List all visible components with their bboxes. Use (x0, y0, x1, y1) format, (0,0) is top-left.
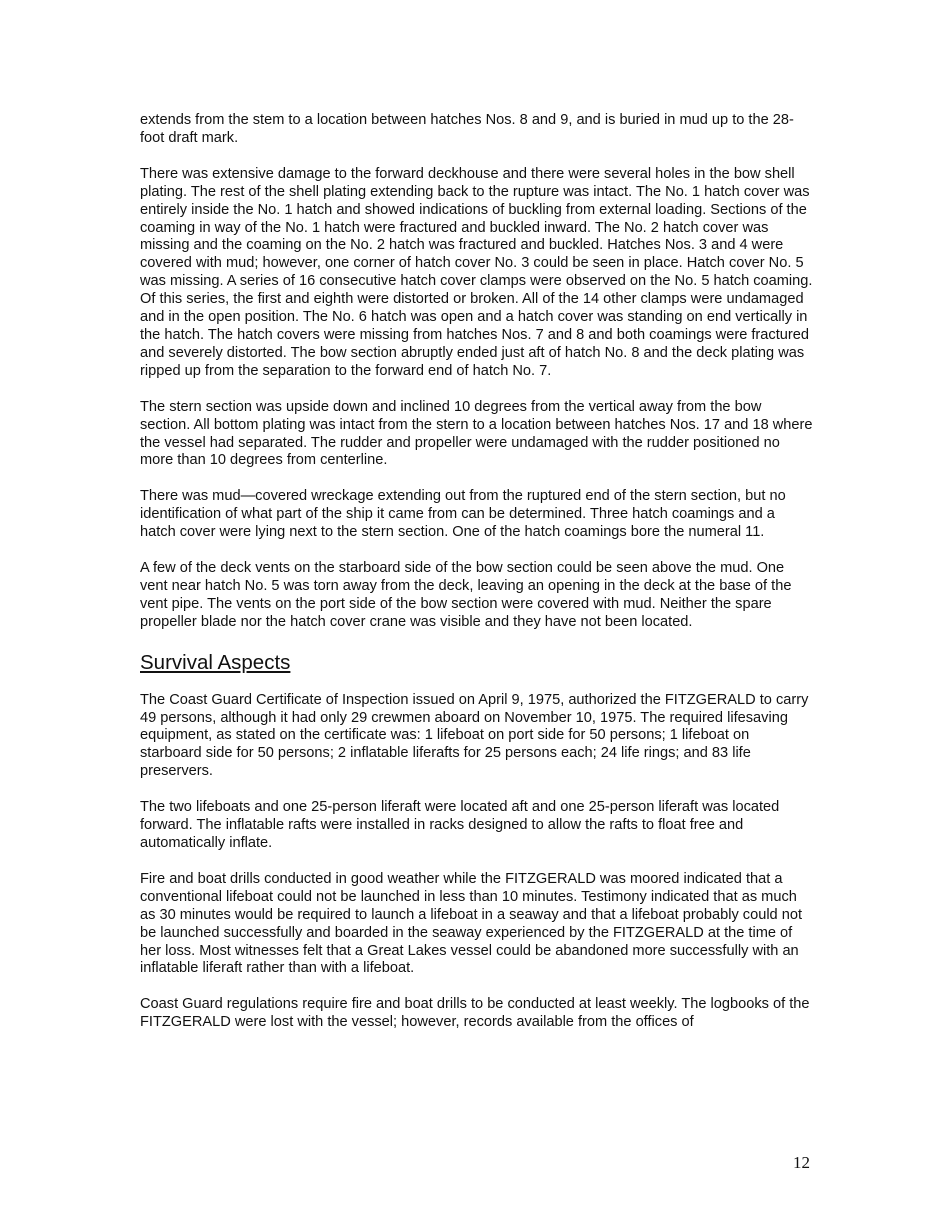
paragraph-wreck-stem-extent: extends from the stem to a location between hatches Nos. 8 and 9, and is buried in mud up to the 28-foot draft mark. (140, 112, 794, 146)
paragraph-fire-boat-drills: Fire and boat drills conducted in good weather while the FITZGERALD was moored indicated that a conventional lifeboat could not be launched in less than 10 minutes. Testimony indicated that as much as 30 minutes would be required to launch a lifeboat in a seaway and that a lifeboat probably could not be launched successfully and boarded in the seaway experienced by the FITZGERALD at the time of her loss. Most witnesses felt that a Great Lakes vessel could be abandoned more successfully with an inflatable liferaft rather than with a lifeboat. (140, 870, 803, 977)
paragraph-coast-guard-regulations: Coast Guard regulations require fire and boat drills to be conducted at least weekly. The logbooks of the FITZGERALD were lost with the vessel; however, records available from the offices of (140, 996, 810, 1031)
paragraph-lifeboat-location: The two lifeboats and one 25-person liferaft were located aft and one 25-person liferaft was located forward. The inflatable rafts were installed in racks designed to allow the rafts to float free and automatically inflate. (140, 799, 780, 851)
paragraph-bow-damage: There was extensive damage to the forward deckhouse and there were several holes in the bow shell plating. The rest of the shell plating extending back to the rupture was intact. The No. 1 hatch cover was entirely inside the No. 1 hatch and showed indications of buckling from external loading. Sections of the coaming in way of the No. 1 hatch were fractured and buckled inward. The No. 2 hatch cover was missing and the coaming on the No. 2 hatch was fractured and buckled. Hatches Nos. 3 and 4 were covered with mud; however, one corner of hatch cover No. 3 could be seen in place. Hatch cover No. 5 was missing. A series of 16 consecutive hatch cover clamps were observed on the No. 5 hatch coaming. Of this series, the first and eighth were distorted or broken. All of the 14 other clamps were undamaged and in the open position. The No. 6 hatch was open and a hatch cover was standing on end vertically in the hatch. The hatch covers were missing from hatches Nos. 7 and 8 and both coamings were fractured and severely distorted. The bow section abruptly ended just aft of hatch No. 8 and the deck plating was ripped up from the separation to the forward end of hatch No. 7. (140, 165, 813, 379)
section-heading-survival-aspects: Survival Aspects (140, 650, 291, 674)
paragraph-stern-wreckage: There was mud—covered wreckage extending out from the ruptured end of the stern section, but no identification of what part of the ship it came from can be determined. Three hatch coamings and a hatch cover were lying next to the stern section. One of the hatch coamings bore the numeral 11. (140, 488, 786, 541)
paragraph-stern-section: The stern section was upside down and inclined 10 degrees from the vertical away from the bow section. All bottom plating was intact from the stern to a location between hatches Nos. 17 and 18 where the vessel had separated. The rudder and propeller were undamaged with the rudder positioned no more than 10 degrees from centerline. (140, 398, 813, 469)
paragraph-certificate-of-inspection: The Coast Guard Certificate of Inspection issued on April 9, 1975, authorized the FITZGERALD to carry 49 persons, although it had only 29 crewmen aboard on November 10, 1975. The required lifesaving equipment, as stated on the certificate was: 1 lifeboat on port side for 50 persons; 1 lifeboat on starboard side for 50 persons; 2 inflatable liferafts for 25 persons each; 24 life rings; and 83 life preservers. (140, 691, 809, 780)
paragraph-deck-vents: A few of the deck vents on the starboard side of the bow section could be seen above the mud. One vent near hatch No. 5 was torn away from the deck, leaving an opening in the deck at the base of the vent pipe. The vents on the port side of the bow section were covered with mud. Neither the spare propeller blade nor the hatch cover crane was visible and they have not been located. (140, 560, 792, 630)
page-number: 12 (793, 1153, 810, 1172)
page-body (140, 112, 814, 1050)
